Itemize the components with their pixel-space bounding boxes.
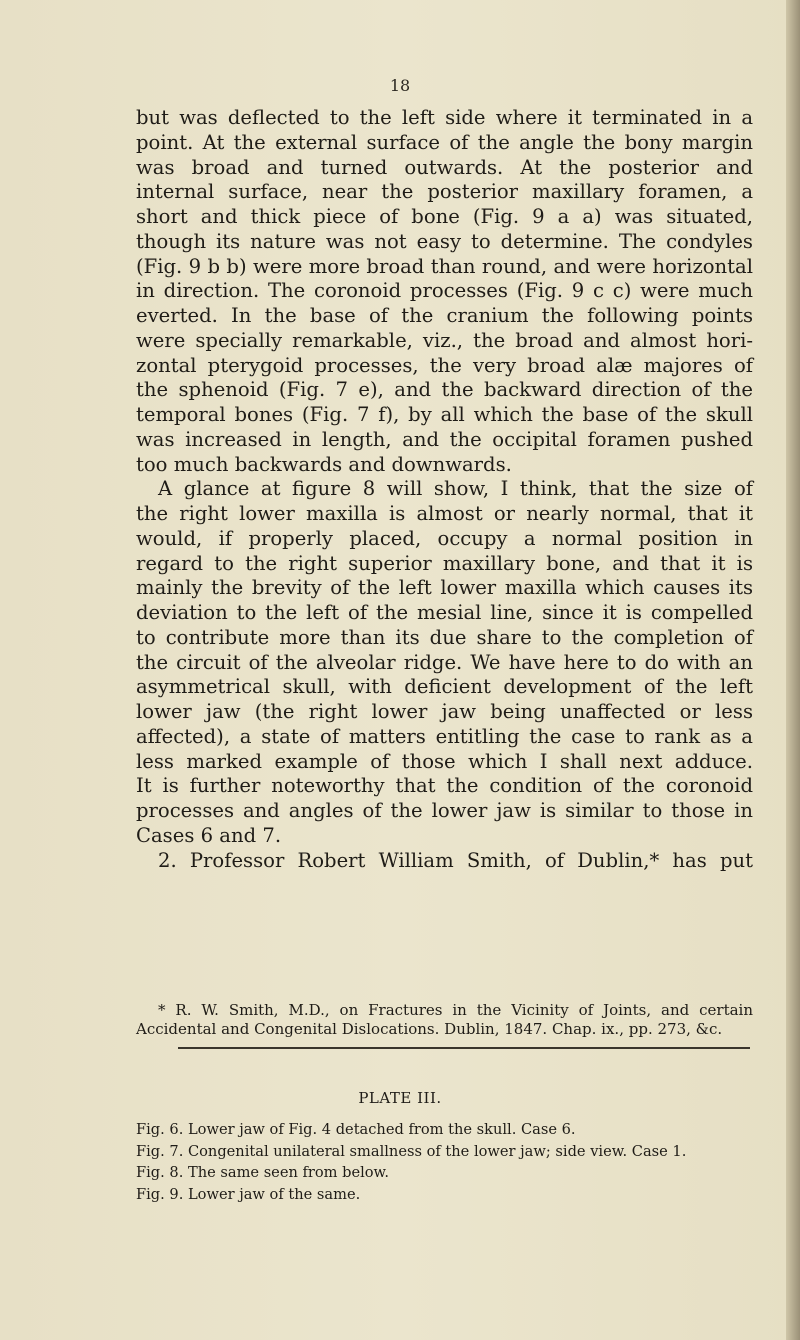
footnote-line: * R. W. Smith, M.D., on Fractures in the Vicinity of Joints, and certain bbox=[158, 1001, 753, 1019]
body-line: the circuit of the alveolar ridge. We have here to do with an bbox=[136, 650, 753, 674]
body-text bbox=[136, 106, 753, 873]
caption-line: Fig. 9. Lower jaw of the same. bbox=[136, 1185, 361, 1203]
body-line: point. At the external surface of the angle the bony margin bbox=[136, 130, 753, 154]
body-line: were specially remarkable, viz., the broad and almost hori- bbox=[136, 328, 753, 352]
body-line: deviation to the left of the mesial line, since it is compelled bbox=[136, 601, 753, 624]
body-line: (Fig. 9 b b) were more broad than round, and were horizontal bbox=[136, 254, 753, 278]
body-line: though its nature was not easy to determine. The condyles bbox=[136, 229, 753, 253]
body-line: internal surface, near the posterior maxillary foramen, a bbox=[136, 180, 753, 204]
body-line: Cases 6 and 7. bbox=[136, 823, 282, 847]
body-line: the right lower maxilla is almost or nearly normal, that it bbox=[136, 502, 753, 525]
footnote-line: Accidental and Congenital Dislocations. Dublin, 1847. Chap. ix., pp. 273, &c. bbox=[136, 1020, 723, 1038]
body-line: everted. In the base of the cranium the following points bbox=[136, 304, 753, 327]
body-line: temporal bones (Fig. 7 f), by all which the base of the skull bbox=[136, 403, 753, 426]
body-line: mainly the brevity of the left lower maxilla which causes its bbox=[136, 576, 753, 600]
plate-title: PLATE III. bbox=[358, 1089, 442, 1107]
body-line: the sphenoid (Fig. 7 e), and the backward direction of the bbox=[136, 378, 753, 402]
caption-line: Fig. 6. Lower jaw of Fig. 4 detached from the skull. Case 6. bbox=[136, 1121, 576, 1138]
body-line: zontal pterygoid processes, the very broad alæ majores of bbox=[136, 353, 753, 377]
section-divider bbox=[178, 1047, 750, 1049]
body-line: processes and angles of the lower jaw is similar to those in bbox=[136, 799, 753, 822]
body-line: to contribute more than its due share to the completion of bbox=[136, 625, 753, 649]
caption-line: Fig. 7. Congenital unilateral smallness of the lower jaw; side view. Case 1. bbox=[136, 1142, 687, 1160]
body-line: asymmetrical skull, with deficient development of the left bbox=[136, 675, 753, 699]
body-line: less marked example of those which I shall next adduce. bbox=[136, 749, 753, 773]
body-line: 2. Professor Robert William Smith, of Dublin,* has put bbox=[158, 848, 753, 872]
body-line: It is further noteworthy that the condition of the coronoid bbox=[136, 774, 753, 798]
body-line: but was deflected to the left side where it terminated in a bbox=[136, 106, 753, 129]
body-line: was increased in length, and the occipital foramen pushed bbox=[136, 427, 753, 451]
body-line: short and thick piece of bone (Fig. 9 a a) was situated, bbox=[136, 205, 753, 228]
body-line: too much backwards and downwards. bbox=[136, 452, 512, 476]
body-line: in direction. The coronoid processes (Fig. 9 c c) were much bbox=[136, 279, 753, 303]
plate-captions bbox=[136, 1119, 766, 1205]
body-line: affected), a state of matters entitling the case to rank as a bbox=[136, 724, 753, 748]
body-line: was broad and turned outwards. At the posterior and bbox=[136, 155, 753, 179]
body-line: A glance at figure 8 will show, I think, that the size of bbox=[158, 477, 753, 501]
body-line: would, if properly placed, occupy a normal position in bbox=[136, 526, 753, 550]
body-line: regard to the right superior maxillary bone, and that it is bbox=[136, 551, 753, 575]
page-number: 18 bbox=[389, 76, 411, 95]
body-line: lower jaw (the right lower jaw being unaffected or less bbox=[136, 700, 753, 723]
page-edge-shadow bbox=[786, 0, 800, 1340]
caption-line: Fig. 8. The same seen from below. bbox=[136, 1164, 389, 1181]
footnote bbox=[136, 1001, 753, 1039]
